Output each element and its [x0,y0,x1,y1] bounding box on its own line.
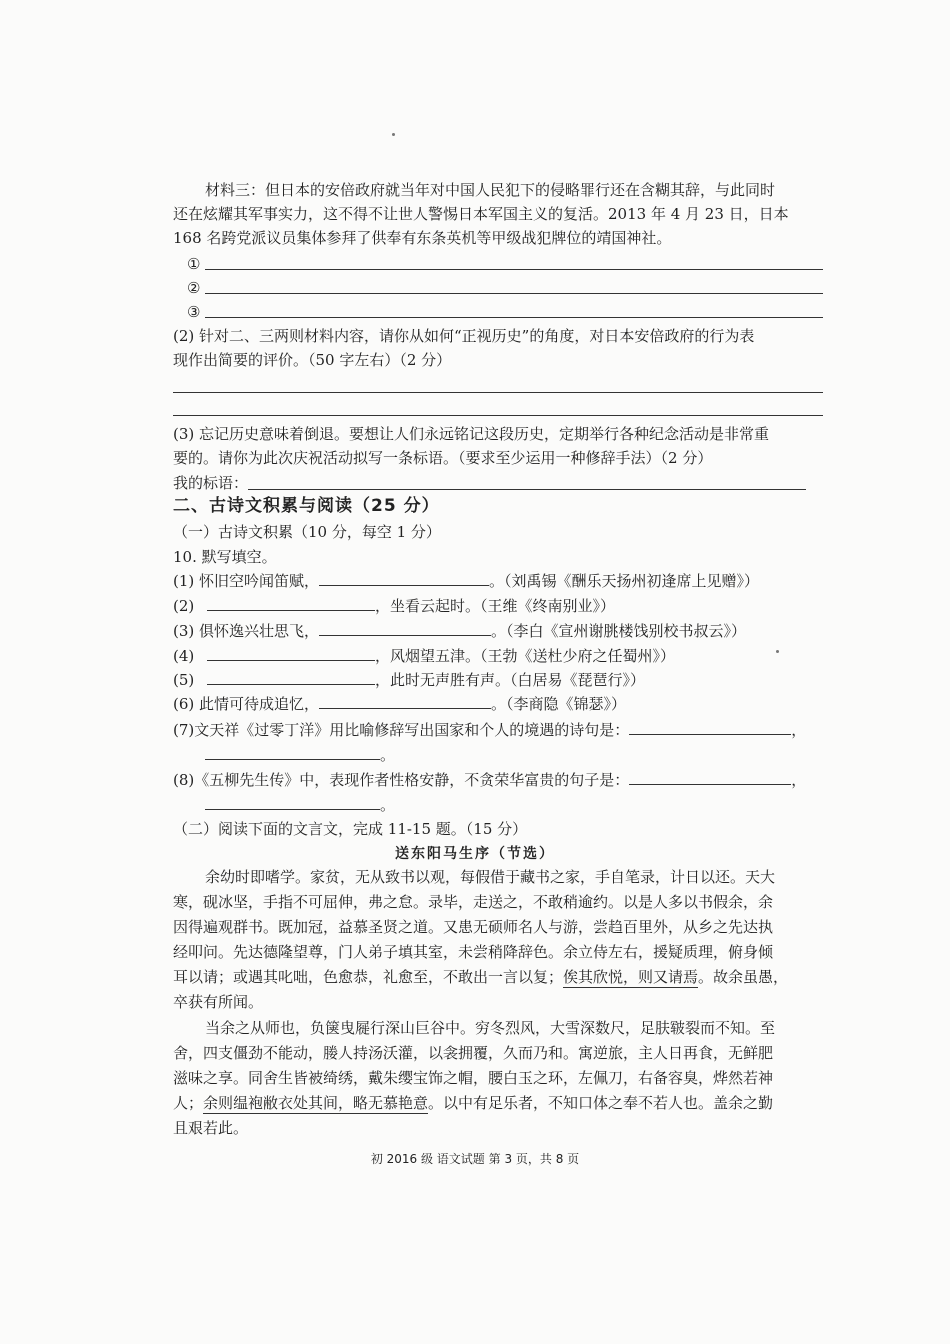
fill-blank-8a[interactable] [629,770,791,785]
answer-line-1-marker: ① [187,255,201,273]
fill-item-6: (6) 此情可待成追忆， 。（李商隐《锦瑟》） [173,695,627,713]
passage-p2-line1: 当余之从师也，负箧曳屣行深山巨谷中。穷冬烈风，大雪深数尺，足肤皲裂而不知。至 [205,1019,776,1037]
q10-heading: 10. 默写填空。 [173,548,277,566]
fill-blank-8b[interactable] [205,795,380,810]
passage-title: 送东阳马生序（节选） [395,846,555,862]
passage-p2-line3: 滋味之享。同舍生皆被绮绣，戴朱缨宝饰之帽，腰白玉之环，左佩刀，右备容臭，烨然若神 [173,1069,774,1087]
passage-p1-line2: 寒，砚冰坚，手指不可屈伸，弗之怠。录毕，走送之，不敢稍逾约。以是人多以书假余，余 [173,893,774,911]
fill-item-5: (5) ，此时无声胜有声。（白居易《琵琶行》） [173,671,646,689]
fill-item-3: (3) 俱怀逸兴壮思飞， 。（李白《宣州谢朓楼饯别校书叔云》） [173,622,747,640]
fill-blank-2[interactable] [207,596,375,611]
material3-line2: 还在炫耀其军事实力，这不得不让世人警惕日本军国主义的复活。2013 年 4 月 23 日，日本 [173,205,789,223]
scan-speck [392,133,395,136]
scan-speck [776,650,779,653]
fill-blank-3[interactable] [319,621,491,636]
passage-p2-line4: 人；余则缊袍敝衣处其间，略无慕艳意。以中有足乐者，不知口体之奉不若人也。盖余之勤 [173,1094,774,1112]
passage-p1-line4: 经叩问。先达德隆望尊，门人弟子填其室，未尝稍降辞色。余立侍左右，援疑质理，俯身倾 [173,943,774,961]
q2-answer-line-1[interactable] [173,392,823,393]
fill-blank-7b[interactable] [205,745,380,760]
section2-sub2: （二）阅读下面的文言文，完成 11-15 题。（15 分） [173,820,528,838]
q2-line1: (2) 针对二、三两则材料内容，请你从如何“正视历史”的角度，对日本安倍政府的行为表 [173,327,755,345]
passage-p1-line6: 卒获有所闻。 [173,993,264,1011]
material3-line3: 168 名跨党派议员集体参拜了供奉有东条英机等甲级战犯牌位的靖国神社。 [173,229,672,247]
answer-line-3-marker: ③ [187,303,201,321]
answer-line-3[interactable] [205,317,823,318]
fill-item-2: (2) ，坐看云起时。（王维《终南别业》） [173,597,616,615]
slogan-label: 我的标语： [173,474,249,492]
q2-line2: 现作出简要的评价。（50 字左右）（2 分） [173,351,452,369]
fill-blank-6[interactable] [319,694,491,709]
q3-line1: (3) 忘记历史意味着倒退。要想让人们永远铭记这段历史，定期举行各种纪念活动是非常重 [173,425,770,443]
q2-answer-line-2[interactable] [173,415,823,416]
fill-blank-5[interactable] [207,670,375,685]
q3-line2: 要的。请你为此次庆祝活动拟写一条标语。（要求至少运用一种修辞手法）（2 分） [173,449,713,467]
fill-item-7b: 。 [205,745,395,765]
passage-p1-line1: 余幼时即嗜学。家贫，无从致书以观，每假借于藏书之家，手自笔录，计日以还。天大 [205,868,776,886]
passage-p2-line2: 舍，四支僵劲不能动，媵人持汤沃灌，以衾拥覆，久而乃和。寓逆旅，主人日再食，无鲜肥 [173,1044,774,1062]
section2-heading: 二、古诗文积累与阅读（25 分） [173,496,440,516]
page-footer: 初 2016 级 语文试题 第 3 页，共 8 页 [370,1152,580,1166]
fill-item-8b: 。 [205,795,395,815]
fill-blank-7a[interactable] [629,720,791,735]
fill-item-8: (8)《五柳先生传》中，表现作者性格安静，不贪荣华富贵的句子是： ， [173,771,807,789]
fill-item-1: (1) 怀旧空吟闻笛赋， 。（刘禹锡《酬乐天扬州初逢席上见赠》） [173,572,760,590]
answer-line-2[interactable] [205,293,823,294]
underlined-sentence-1: 俟其欣悦，则又请焉 [563,968,699,986]
fill-item-7: (7)文天祥《过零丁洋》用比喻修辞写出国家和个人的境遇的诗句是： ， [173,721,807,739]
answer-line-2-marker: ② [187,279,201,297]
fill-item-4: (4) ，风烟望五津。（王勃《送杜少府之任蜀州》） [173,647,676,665]
fill-blank-4[interactable] [207,646,375,661]
passage-p2-line5: 且艰若此。 [173,1119,249,1137]
underlined-sentence-2: 余则缊袍敝衣处其间，略无慕艳意 [203,1094,429,1112]
material3-line1: 材料三：但日本的安倍政府就当年对中国人民犯下的侵略罪行还在含糊其辞，与此同时 [205,181,776,199]
section2-sub1: （一）古诗文积累（10 分，每空 1 分） [173,523,441,541]
fill-blank-1[interactable] [319,571,489,586]
slogan-answer-line[interactable] [248,489,806,490]
passage-p1-line5: 耳以请；或遇其叱咄，色愈恭，礼愈至，不敢出一言以复；俟其欣悦，则又请焉。故余虽愚， [173,968,789,986]
passage-p1-line3: 因得遍观群书。既加冠，益慕圣贤之道。又患无硕师名人与游，尝趋百里外，从乡之先达执 [173,918,774,936]
answer-line-1[interactable] [205,269,823,270]
